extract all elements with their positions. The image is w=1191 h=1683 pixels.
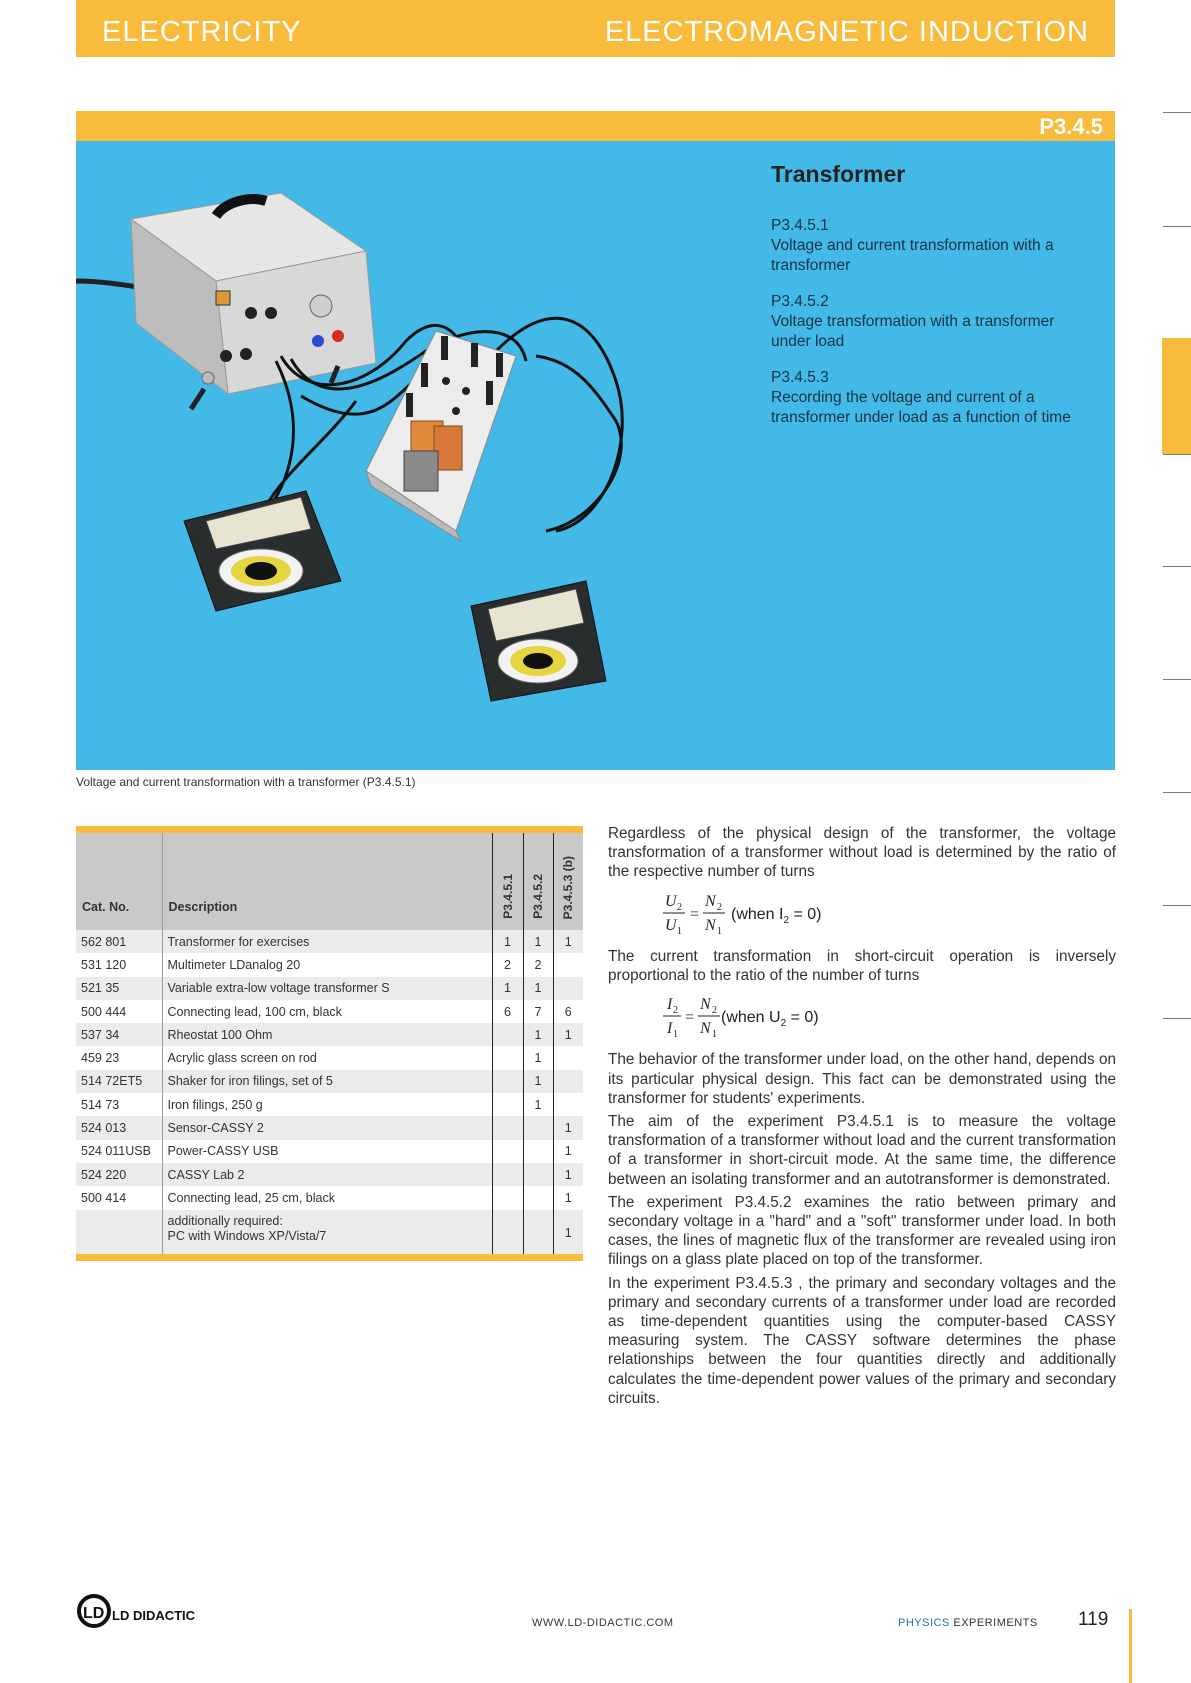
table-row	[76, 1000, 583, 1023]
cell-c1: 1	[492, 977, 523, 1000]
svg-text:2: 2	[712, 1005, 717, 1017]
cell-cat: 500 444	[76, 1000, 162, 1023]
svg-text:N: N	[705, 892, 716, 910]
cell-c1	[492, 1046, 523, 1069]
thumb-mark	[1163, 112, 1191, 113]
svg-text:2: 2	[717, 901, 722, 913]
footer-experiments-label: EXPERIMENTS	[949, 1617, 1038, 1629]
svg-text:2: 2	[673, 1005, 678, 1017]
svg-text:1: 1	[712, 1029, 717, 1040]
table-row	[76, 953, 583, 976]
cell-desc: Connecting lead, 100 cm, black	[162, 1000, 492, 1023]
svg-text:LD: LD	[83, 1605, 105, 1622]
photo-caption: Voltage and current transformation with a transformer (P3.4.5.1)	[76, 775, 416, 789]
experiment-title: Voltage transformation with a transformer under load	[771, 313, 1055, 350]
footer-category	[898, 1617, 1038, 1629]
svg-text:2: 2	[677, 901, 682, 913]
header-bar	[76, 0, 1115, 57]
cell-c1	[492, 1186, 523, 1209]
svg-text:N: N	[700, 1020, 711, 1038]
cell-cat: 514 72ET5	[76, 1070, 162, 1093]
svg-text:=: =	[685, 1009, 695, 1027]
cell-c3: 1	[553, 1163, 583, 1186]
svg-text:1: 1	[673, 1029, 678, 1040]
body-text	[608, 824, 1116, 1412]
header-description: Description	[162, 833, 492, 930]
cell-c3	[553, 1046, 583, 1069]
experiment-item	[771, 368, 1091, 428]
extra-line-2: PC with Windows XP/Vista/7	[167, 1228, 327, 1243]
cell-c1	[492, 1140, 523, 1163]
table-row	[76, 1163, 583, 1186]
cell-c3	[553, 977, 583, 1000]
cell-c3: 1	[553, 1116, 583, 1139]
formula-voltage-end: = 0)	[789, 905, 822, 923]
table-row	[76, 1023, 583, 1046]
table-row	[76, 930, 583, 953]
cell-c2: 1	[523, 930, 553, 953]
cell-desc: Power-CASSY USB	[162, 1140, 492, 1163]
cell-desc	[162, 1210, 492, 1254]
equipment-table	[76, 826, 583, 1261]
page-title: Transformer	[771, 161, 906, 187]
cell-c2: 7	[523, 1000, 553, 1023]
header-col-1	[492, 833, 523, 930]
cell-cat: 537 34	[76, 1023, 162, 1046]
section-bar	[76, 111, 1115, 141]
thumb-mark	[1163, 566, 1191, 567]
hero-text	[771, 161, 1091, 444]
paragraph: The aim of the experiment P3.4.5.1 is to measure the voltage transformation of a transformer without load and the current transformation of a transformer in short-circuit mode. At the same time, the difference between an isolating transformer and an autotransformer is demonstrated.	[608, 1113, 1116, 1188]
cell-cat: 521 35	[76, 977, 162, 1000]
header-left: ELECTRICITY	[102, 16, 302, 48]
experiment-id: P3.4.5.2	[771, 293, 829, 310]
cell-c2	[523, 1116, 553, 1139]
cell-c2: 1	[523, 1093, 553, 1116]
thumb-mark	[1163, 454, 1191, 455]
svg-text:1: 1	[717, 925, 722, 936]
cell-desc: Sensor-CASSY 2	[162, 1116, 492, 1139]
cell-desc: Acrylic glass screen on rod	[162, 1046, 492, 1069]
header-col-2	[523, 833, 553, 930]
cell-cat: 524 220	[76, 1163, 162, 1186]
cell-c2	[523, 1163, 553, 1186]
cell-c3: 1	[553, 930, 583, 953]
paragraph: The behavior of the transformer under load, on the other hand, depends on its particular physical design. This fact can be demonstrated using the transformer for students' experiments.	[608, 1051, 1116, 1107]
footer-physics-label: PHYSICS	[898, 1617, 950, 1629]
header-col-2-label: P3.4.5.2	[531, 874, 545, 919]
thumb-mark	[1163, 792, 1191, 793]
footer-url[interactable]: WWW.LD-DIDACTIC.COM	[532, 1617, 674, 1629]
experiment-id: P3.4.5.3	[771, 369, 829, 386]
cell-c2: 1	[523, 1023, 553, 1046]
svg-text:(when I2 = 0): (when $I_2 = 0$)	[731, 905, 822, 926]
cell-c3: 1	[553, 1023, 583, 1046]
svg-text:(when U2 = 0): (when $U_2 = 0$)	[721, 1009, 819, 1030]
cell-c2: 2	[523, 953, 553, 976]
cell-c2: 1	[523, 1046, 553, 1069]
cell-c3	[553, 1070, 583, 1093]
cell-c3	[553, 953, 583, 976]
apparatus-photo	[76, 141, 756, 770]
cell-c1: 1	[492, 930, 523, 953]
ld-didactic-logo	[76, 1591, 206, 1636]
experiment-title: Recording the voltage and current of a transformer under load as a function of time	[771, 389, 1071, 426]
paragraph: The experiment P3.4.5.2 examines the ratio between primary and secondary voltage in a "hard" and a "soft" transformer under load. In both cases, the lines of magnetic flux of the transformer are revealed using iron filings on a glass plate placed on top of the transformer.	[608, 1193, 1116, 1269]
cell-desc: Connecting lead, 25 cm, black	[162, 1186, 492, 1209]
table-row	[76, 977, 583, 1000]
cell-c3: 1	[553, 1140, 583, 1163]
experiment-id: P3.4.5.1	[771, 217, 829, 234]
footer-rule	[1129, 1609, 1132, 1683]
cell-cat: 500 414	[76, 1186, 162, 1209]
cell-c2: 1	[523, 1070, 553, 1093]
cell-cat: 531 120	[76, 953, 162, 976]
svg-text:N: N	[705, 916, 716, 934]
svg-text:=: =	[690, 905, 700, 923]
cell-cat: 562 801	[76, 930, 162, 953]
cell-cat: 459 23	[76, 1046, 162, 1069]
hero-panel	[76, 141, 1115, 770]
cell-desc: Rheostat 100 Ohm	[162, 1023, 492, 1046]
formula-current-end: = 0)	[786, 1009, 819, 1027]
table-row	[76, 1093, 583, 1116]
experiment-item	[771, 216, 1091, 276]
cell-c1	[492, 1210, 523, 1254]
thumb-tab-active	[1162, 338, 1191, 454]
formula-voltage-cond: (when I	[731, 905, 784, 923]
header-right: ELECTROMAGNETIC INDUCTION	[604, 16, 1089, 48]
table-row-extra	[76, 1210, 583, 1254]
formula-voltage	[663, 888, 903, 936]
header-col-3	[553, 833, 583, 930]
table-row	[76, 1070, 583, 1093]
table-top-rule	[76, 826, 583, 833]
formula-current	[663, 991, 903, 1039]
cell-c1: 2	[492, 953, 523, 976]
cell-cat: 524 011USB	[76, 1140, 162, 1163]
cell-desc: Variable extra-low voltage transformer S	[162, 977, 492, 1000]
header-col-3-label: P3.4.5.3 (b)	[561, 855, 576, 919]
cell-c2	[523, 1140, 553, 1163]
cell-cat: 524 013	[76, 1116, 162, 1139]
cell-c3: 6	[553, 1000, 583, 1023]
cell-c1	[492, 1023, 523, 1046]
experiment-item	[771, 292, 1091, 352]
cell-desc: Multimeter LDanalog 20	[162, 953, 492, 976]
paragraph: Regardless of the physical design of the transformer, the voltage transformation of a transformer without load is determined by the ratio of the respective number of turns	[608, 825, 1116, 881]
cell-cat: 514 73	[76, 1093, 162, 1116]
thumb-mark	[1163, 226, 1191, 227]
paragraph: The current transformation in short-circuit operation is inversely proportional to the ratio of the number of turns	[608, 947, 1116, 985]
svg-text:N: N	[700, 996, 711, 1014]
logo-text: LD DIDACTIC	[112, 1608, 196, 1623]
header-cat-no: Cat. No.	[76, 833, 162, 930]
cell-desc: Iron filings, 250 g	[162, 1093, 492, 1116]
section-code: P3.4.5	[1039, 114, 1103, 139]
paragraph: In the experiment P3.4.5.3 , the primary and secondary voltages and the primary and secondary currents of a transformer under load are recorded as time-dependent quantities using the computer-based CASSY measuring system. The CASSY software determines the phase relationships between the four quantities directly and additionally calculates the time-dependent power values of the primary and secondary circuits.	[608, 1274, 1116, 1407]
table-header-row	[76, 833, 583, 930]
cell-c1	[492, 1163, 523, 1186]
table-row	[76, 1140, 583, 1163]
thumb-mark	[1163, 905, 1191, 906]
svg-text:U: U	[665, 916, 677, 934]
cell-c3: 1	[553, 1186, 583, 1209]
svg-text:I: I	[667, 996, 673, 1014]
cell-c3	[553, 1093, 583, 1116]
thumb-mark	[1163, 1018, 1191, 1019]
svg-text:U: U	[665, 892, 677, 910]
cell-c3: 1	[553, 1210, 583, 1254]
cell-cat	[76, 1210, 162, 1254]
cell-c2: 1	[523, 977, 553, 1000]
cell-desc: Transformer for exercises	[162, 930, 492, 953]
page-number: 119	[1078, 1609, 1109, 1630]
cell-c1	[492, 1116, 523, 1139]
experiment-title: Voltage and current transformation with a transformer	[771, 237, 1054, 274]
cell-c1	[492, 1070, 523, 1093]
table-row	[76, 1186, 583, 1209]
table-row	[76, 1116, 583, 1139]
equipment-table-grid	[76, 833, 583, 1254]
cell-c2	[523, 1210, 553, 1254]
cell-c2	[523, 1186, 553, 1209]
cell-desc: CASSY Lab 2	[162, 1163, 492, 1186]
svg-text:I: I	[667, 1020, 673, 1038]
cell-c1: 6	[492, 1000, 523, 1023]
table-row	[76, 1046, 583, 1069]
extra-line-1: additionally required:	[167, 1213, 283, 1228]
formula-current-cond: (when U	[721, 1009, 781, 1027]
svg-text:1: 1	[677, 925, 682, 936]
thumb-mark	[1163, 679, 1191, 680]
cell-c1	[492, 1093, 523, 1116]
table-bottom-rule	[76, 1254, 583, 1261]
cell-desc: Shaker for iron filings, set of 5	[162, 1070, 492, 1093]
header-col-1-label: P3.4.5.1	[500, 874, 515, 919]
